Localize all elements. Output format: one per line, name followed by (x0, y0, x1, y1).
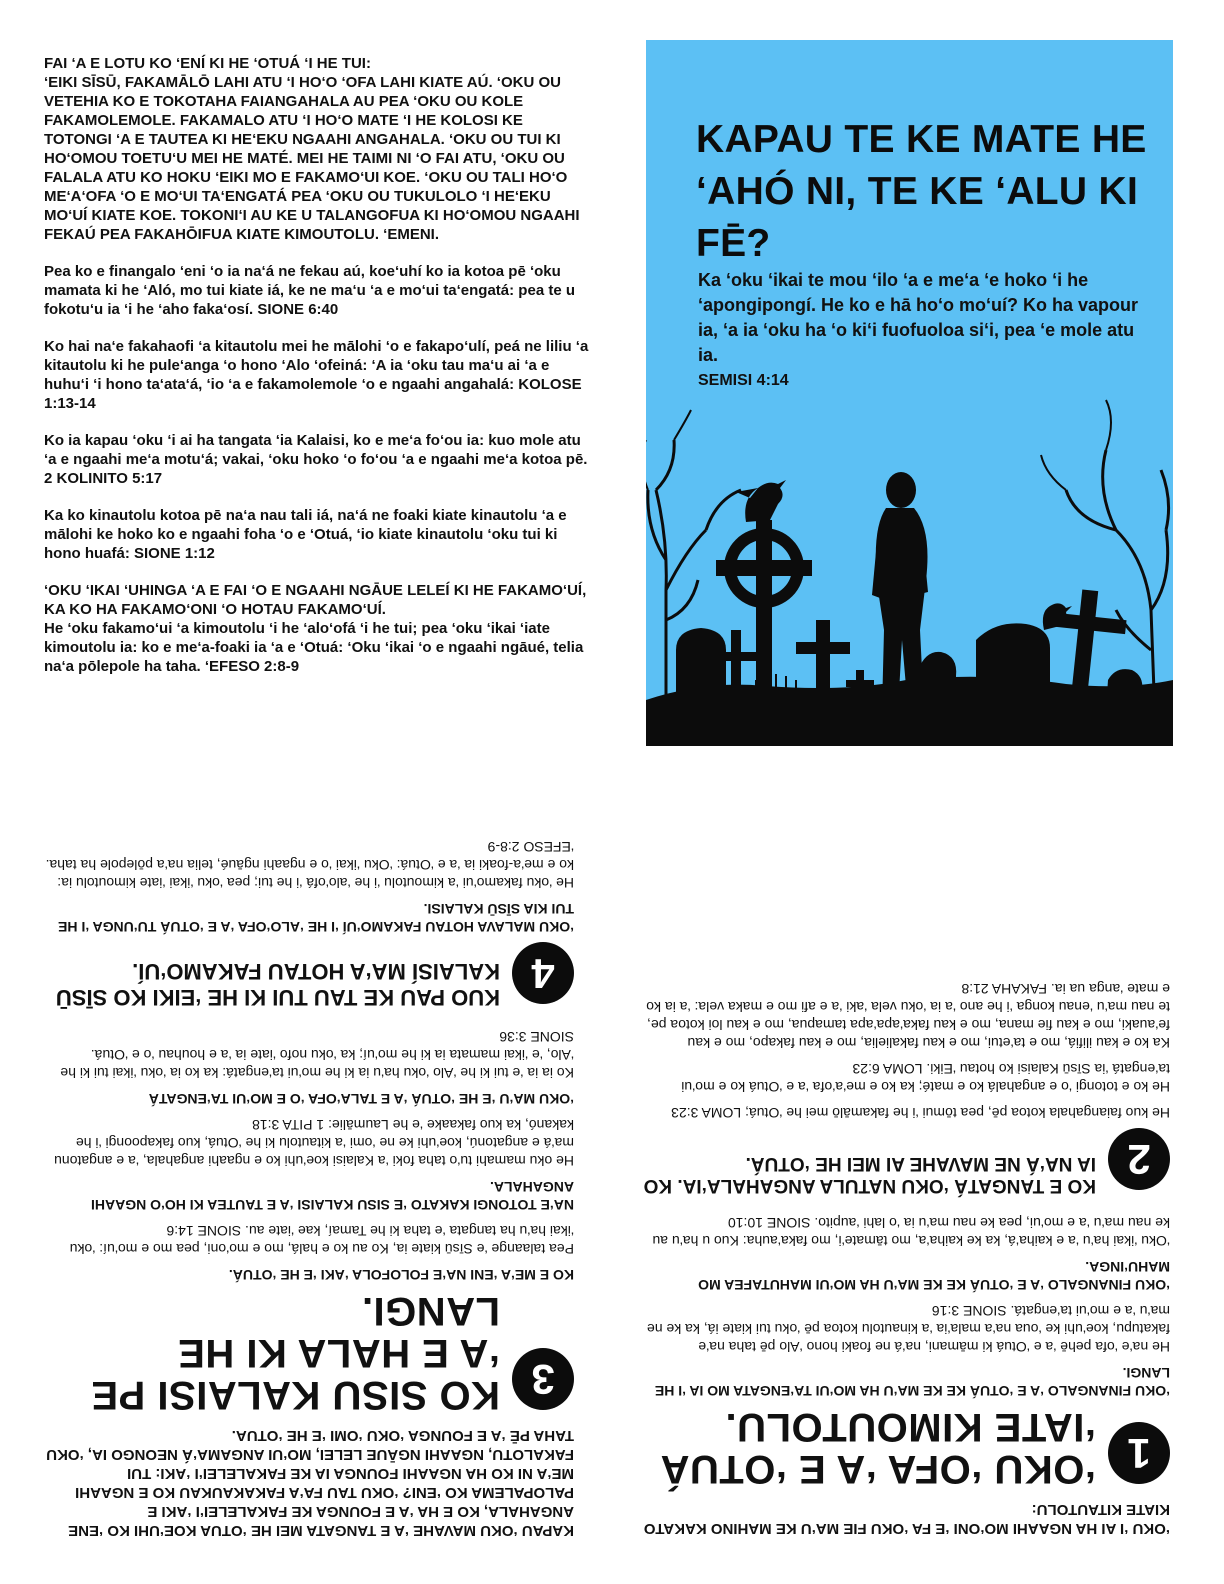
point-3-title: KO SISU KALAISI PE ‘A E HALA KI HE LANGI. (90, 1289, 500, 1417)
point-1-section (640, 1214, 1170, 1490)
four-truths-intro: ‘OKU ‘I AI HA NGAAHI MO‘ONI ‘E FA ‘OKU FIE MA‘U KE MAHINO KAKATO KIATE KITAUTOLU: (643, 1501, 1170, 1537)
cover-verse-text: Ka ‘oku ‘ikai te mou ‘ilo ‘a e me‘a ‘e hoko ‘i he ‘apongipongí. He ko e hā ho‘o mo‘uí? Ko ha vapour ia, ‘a ia ‘oku ha ‘o ki‘i fuofuoloa si‘i, pea ‘e mole atu ia. (698, 270, 1139, 365)
point-2-title: KO E TANGATÁ ‘OKU NATULA ANGAHALA‘IA. KO IA NA‘Á NE MAVAHE AI MEI HE ‘OTUÁ. (643, 1153, 1096, 1196)
point-4-verse: He ‘oku fakamo‘ui ‘a kimoutolu ‘i he ‘alo‘ofá ‘i he tui; pea ‘oku ‘ikai ‘iate kimoutolu ia: ko e me‘a-foaki ia ‘a e ‘Otuá: ‘Oku ‘ikai ‘o e ngaahi ngāué, telia na‘a pōlepole ha taha. ‘EFESO 2:8-9 (45, 839, 574, 891)
point-3-subheading-a: KO E ME‘A ‘ENI NA‘E FOLOFOLA ‘AKI ‘E HE ‘OTUÁ. (228, 1267, 574, 1283)
point-3-verse-b: He oku mamahi tu‘o taha foki ‘a Kalaisi koe‘uhi ko e ngaahi angahala, ‘a e angatonu ma‘á e angatonú, koe‘uhi ke ne ‘omi ‘a kitautolu ki he ‘Otuá, kuo fakapoongi ‘i he kakanó, ka kuo fakaake ‘e he Laumālie: 1 PITA 3:18 (54, 1117, 574, 1169)
cover-verse-ref: SEMISI 4:14 (698, 372, 789, 389)
closing-heading: ‘OKU ‘IKAI ‘UHINGA ‘A E FAI ‘O E NGAAHI NGĀUE LELEÍ KI HE FAKAMO‘UÍ, KA KO HA FAKAMO‘ONI ‘O HOTAU FAKAMO‘UÍ. (44, 582, 587, 618)
point-2-verse-c: Ka ko e kau ilifiá, mo e ta‘etui, mo e kau fakalielia, mo e kau fakapo, mo e kau fe‘auaki, mo e kau fie mana, mo e kau faka‘apa‘apa tamapua, mo e kau loi kotoa pe, te nau ma‘u ‘enau konga ‘i he ano ‘a ia ‘oku vela ‘aki ‘a e afi mo e maka vela: ‘a ia ko e mate ‘anga ua ia. FAKAHA 21:8 (646, 981, 1170, 1051)
verse-kolose-1-13: Ko hai na‘e fakahaofi ‘a kitautolu mei he mālohi ‘o e fakapo‘ulí, peá ne liliu ‘a kitautolu ki he pule‘anga ‘o hono ‘Alo ‘ofeiná: ‘A ia ‘oku tau ma‘u ai ‘a e huhu‘i ‘i hono ta‘ata‘á, ‘io ‘a e fakamolemole ‘o e ngaahi angahalá: KOLOSE 1:13-14 (44, 338, 589, 412)
point-1-title: ‘OKU ‘OFA ‘A E ‘OTUÁ ‘IATE KIMOUTOLU. (660, 1405, 1096, 1491)
point-3-verse-a: Pea talaange ‘e Sīsū kiate ia, Ko au ko e halá, mo e mo‘oni, pea mo e mo‘uí: ‘oku ‘ikai ha‘u ha tangata ‘e taha ki he Tamaí, kae ‘iate au. SIONE 14:6 (69, 1223, 574, 1257)
point-3-verse-c: Ko ia ia ‘e tui ki he ‘Alo ‘oku ha‘u ia ki he mo‘ui ta‘engatá: ka ko ia ‘oku ‘ikai tui ki he ‘Alo, ‘e ‘ikai mamata ia ki he mo‘uí; ka ‘oku nofo ‘iate ia ‘a e houhau ‘o e ‘Otuá. SIONE 3:36 (60, 1029, 574, 1081)
point-3-subheading-c: ‘OKU MA‘U ‘E HE ‘OTUÁ ‘A E TALA‘OFA ‘O E MO‘UI TA‘ENGATÁ (148, 1091, 574, 1107)
gravestone-3-icon (1106, 669, 1142, 710)
verse-2-kolinito-5-17: Ko ia kapau ‘oku ‘i ai ha tangata ‘ia Kalaisi, ko e me‘a fo‘ou ia: kuo mole atu ‘a e ngaahi me‘a motu‘á; vakai, ‘oku hoko ‘o fo‘ou ‘a e ngaahi me‘a kotoa pē. 2 KOLINITO 5:17 (44, 432, 588, 487)
verse-sione-1-12: Ka ko kinautolu kotoa pē na‘a nau tali iá, na‘á ne foaki kiate kinautolu ‘a e mālohi ke hoko ko e ngaahi foha ‘o e ‘Otuá, ‘io kiate kinautolu ‘oku tui ki hono huafá: SIONE 1:12 (44, 507, 567, 562)
number-badge-2: 2 (1108, 1128, 1170, 1190)
point-1-subheading-b: ‘OKU FINANGALO ‘A E ‘OTUÁ KE KE MA‘U HA MO‘UI MAHUTAFEA MO MAHU‘INGA. (698, 1259, 1170, 1293)
number-badge-1: 1 (1108, 1422, 1170, 1484)
point-1-subheading: ‘OKU FINANGALO ‘A E ‘OTUÁ KE KE MA‘U HA MO‘UI TA‘ENGATA MO IA ‘I HE LANGI. (654, 1365, 1170, 1399)
point-1-verse-a: He na‘e ‘ofa pehē ‘a e ‘Otuá ki māmani, na‘á ne foaki hono ‘Alo pē taha na‘e fakatupu, koe‘uhi ke ‘oua na‘a mala‘ia ‘a kinautolu kotoa pē ‘oku tui kiate iá, ka ke ne ma‘u ‘a e mo‘ui ta‘engatá. SIONE 3:16 (646, 1303, 1170, 1355)
cover-title: KAPAU TE KE MATE HE ‘AHÓ NI, TE KE ‘ALU KI FĒ? (696, 118, 1147, 265)
man-silhouette-icon (872, 472, 928, 710)
gravestone-2-icon (976, 623, 1050, 710)
verse-sione-6-40: Pea ko e finangalo ‘eni ‘o ia na‘á ne fekau aú, koe‘uhí ko ia kotoa pē ‘oku mamata ki he ‘Aló, mo tui kiate iá, ke ne ma‘u ‘a e mo‘ui ta‘engatá: pea te u fokotu‘u ia ‘i he ‘aho faka‘osí. SIONE 6:40 (44, 263, 575, 318)
point-3-subheading-b: NA‘E TOTONGI KAKATO ‘E SISU KALAISI ‘A E TAUTEA KI HO‘O NGAAHI ANGAHALA. (90, 1179, 574, 1213)
point-2-verse-a: He kuo faiangahala kotoa pē, pea tōmui ‘i he fakamālō mei he ‘Otuá; LOMA 3:23 (671, 1105, 1170, 1121)
prayer-text: FAI ‘A E LOTU KO ‘ENÍ KI HE ‘OTUÁ ‘I HE TUI: ‘EIKI SĪSŪ, FAKAMĀLŌ LAHI ATU ‘I HO‘O ‘OFA LAHI KIATE AÚ. ‘OKU OU VETEHIA KO E TOKOTAHA FAIANGAHALA AU PEA ‘OKU OU KOLE FAKAMOLEMOLE. FAKAMALO ATU ‘I HO‘O MATE ‘I HE KOLOSI KE TOTONGI ‘A E TAUTEA KI HE‘EKU NGAAHI ANGAHALA. ‘OKU OU TUI KI HO‘OMOU TOETU‘U MEI HE MATÉ. MEI HE TAIMI NI ‘O FAI ATU, ‘OKU OU FALALA ATU KO HOKU ‘EIKI MO E FAKAMO‘UI KOE. ‘OKU OU TALI HO‘O ME‘A‘OFA ‘O E MO‘UI TA‘ENGATÁ PEA ‘OKU OU TUKULOLO ‘I HE‘EKU MO‘UÍ KIATE KOE. TOKONI‘I AU KE U TALANGOFUA KI HO‘OMOU NGAAHI FEKAÚ PEA FAKAHŌIFUA KIATE KIMOUTOLU. ‘EMENI. (44, 55, 580, 243)
point-3-section (44, 1028, 574, 1416)
point-4-subheading: ‘OKU MALAVA HOTAU FAKAMO‘UÍ ‘I HE ‘ALO‘OFA ‘A E ‘OTUÁ TU‘UNGA ‘I HE TUI KIA SĪSŪ KALAISI. (58, 901, 574, 935)
point-4-title: KUO PAU KE TAU TUI KI HE ‘EIKI KO SĪSŪ KALAISÍ MA‘A HOTAU FAKAMO‘UÍ. (55, 959, 500, 1010)
cover-verse (698, 268, 1138, 393)
truths-panel-1-2 (640, 828, 1170, 1538)
prayer-panel (44, 54, 589, 694)
point-4-section (44, 838, 574, 1010)
problem-intro: KAPAU ‘OKU MAVAHE ‘A E TANGATA MEI HE ‘OTUA KOE‘UHI KO ‘ENE ANGAHALA, KO E HA ‘A E FOUNGA KE FAKALELEI‘I ‘AKI E PALOPALEMA KO ‘ENI? ‘OKU TAU FA‘A FAKAKAUKAU KO E NGAAHI ME‘A NI KO HA NGAAHI FOUNGA IA KE FAKALELEI‘I ‘AKI: TUI FAKALOTU, NGAAHI NGĀUE LELEI, MO‘UI ANGAMA‘Á NEONGO IA, ‘OKU TAHA PĒ ‘A E FOUNGA ‘OKU ‘OMI ‘E HE ‘OTUA. (46, 1427, 574, 1539)
number-badge-4: 4 (512, 942, 574, 1004)
number-badge-3: 3 (512, 1348, 574, 1410)
point-1-verse-b: ‘Oku ‘ikai ha‘u ‘a e kaiha‘á, ka ke kaiha‘a, mo tāmate‘i, mo faka‘auha: Kuo u ha‘u au ke nau ma‘u ‘a e mo‘ui, pea ke nau ma‘u ia ‘o lahi ‘aupito. SIONE 10:10 (652, 1215, 1170, 1249)
point-2-section (640, 980, 1170, 1196)
celtic-cross-icon (716, 520, 812, 710)
truths-panel-3-4 (44, 820, 574, 1540)
tombstone-icon (676, 628, 726, 710)
closing-verse: He ‘oku fakamo‘ui ‘a kimoutolu ‘i he ‘alo‘ofá ‘i he tui; pea ‘oku ‘ikai ‘iate kimoutolu ia: ko e me‘a-foaki ia ‘a e ‘Otuá: ‘Oku ‘ikai ‘o e ngaahi ngāué, telia na‘a pōlepole ha taha. ‘EFESO 2:8-9 (44, 620, 584, 675)
cover-panel (646, 40, 1173, 746)
graveyard-silhouette (646, 380, 1173, 746)
raven-icon (736, 480, 786, 522)
point-2-verse-b: He ko e totongi ‘o e angahalá ko e maté; ka ko e me‘a‘ofa ‘a e ‘Otuá ko e mo‘ui ta‘engatá ‘ia Sīsū Kalaisi ko hotau ‘Eiki. LOMA 6:23 (681, 1061, 1170, 1095)
